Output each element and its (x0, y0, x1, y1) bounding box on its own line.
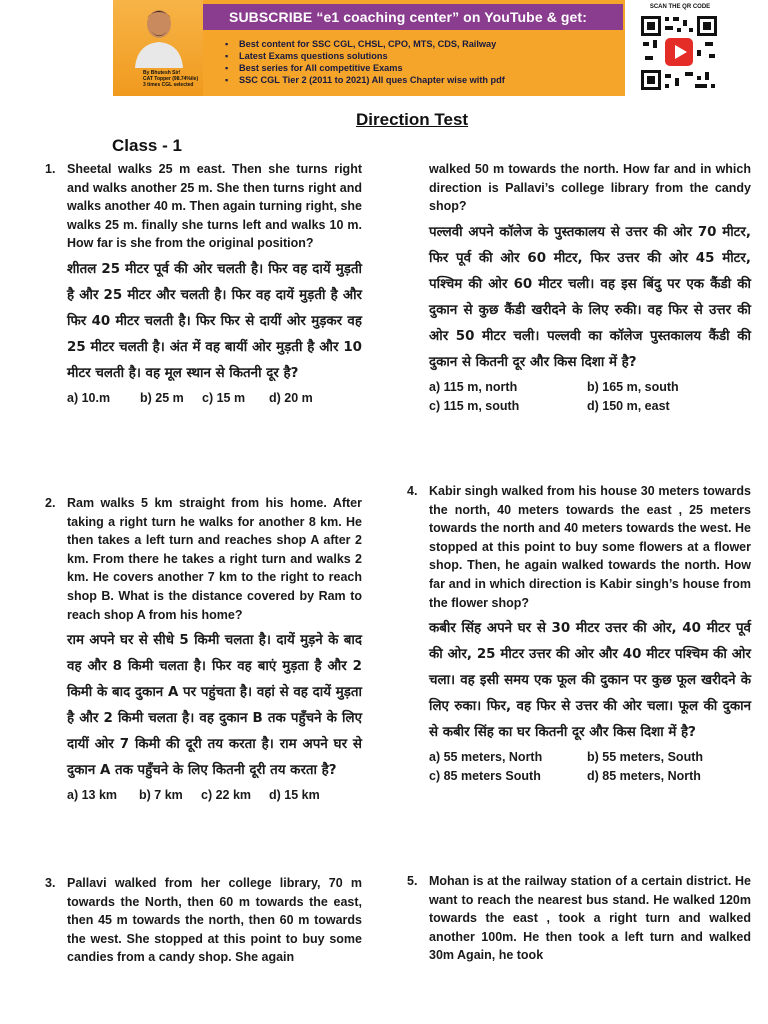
page-title: Direction Test (356, 110, 469, 129)
option-d[interactable]: d) 15 km (269, 788, 320, 803)
question-text-en: walked 50 m towards the north. How far and in which direction is Pallavi’s college library from the candy shop? (429, 162, 751, 214)
list-item: ▪ Best series for All competitive Exams (225, 62, 505, 74)
question-5 (407, 872, 751, 965)
author-caption: By Bhutesh Sir! CAT Topper (98.74%ile) 3 times CGL selected (143, 70, 199, 88)
option-c[interactable]: c) 15 m (202, 390, 246, 405)
option-b[interactable]: b) 7 km (139, 788, 183, 803)
question-text-hi: राम अपने घर से सीधे 5 किमी चलता है। दायें मुड़ने के बाद वह और 8 किमी चलता है। फिर वह बाएं मुड़ता है और 2 किमी के बाद दुकान A पर पहुंचता है। वहां से वह दायें मुड़ता है और 2 किमी चलता है। वह दुकान B तक पहुँचने के लिए दायीं ओर 7 किमी की दूरी तय करता है। राम अपने घर से दुकान A तक पहुँचने के लिए कितनी दूरी तय करता है? (67, 633, 362, 779)
options-row (429, 378, 751, 397)
option-a[interactable]: a) 13 km (67, 788, 118, 803)
question-text-hi: पल्लवी अपने कॉलेज के पुस्तकालय से उत्तर की ओर 70 मीटर, फिर पूर्व की ओर 60 मीटर, फिर उत्तर की ओर 45 मीटर, पश्चिम की ओर 60 मीटर चली। वह इस बिंदु पर एक कैंडी की दुकान से कुछ कैंडी खरीदने के लिए रुकी। वह फिर से उत्तर की ओर 50 मीटर चली। पल्लवी का कॉलेज पुस्तकालय कैंडी की दुकान से कितनी दूर और किस दिशा में है? (429, 224, 751, 370)
avatar (133, 4, 185, 68)
options-row (429, 767, 751, 786)
list-item: ▪ SSC CGL Tier 2 (2011 to 2021) All ques Chapter wise with pdf (225, 74, 505, 86)
right-column (407, 160, 751, 963)
option-a[interactable]: a) 55 meters, North (429, 750, 543, 765)
options-grid (429, 748, 751, 786)
question-number: 1. (45, 162, 56, 176)
question-text-hi: कबीर सिंह अपने घर से 30 मीटर उत्तर की ओर, 40 मीटर पूर्व की ओर, 25 मीटर उत्तर की ओर और 40 मीटर पश्चिम की ओर चला। वह इसी समय एक फूल की दुकान पर कुछ फूल खरीदने के लिए रुका। फिर, वह फिर से उत्तर की ओर चला। फूल की दुकान से कबीर सिंह का घर कितनी दूर और किस दिशा में है? (429, 621, 751, 741)
options-row (67, 389, 362, 408)
question-number: 5. (407, 874, 418, 888)
qr-code-icon[interactable] (639, 14, 719, 92)
question-text-en: Mohan is at the railway station of a certain district. He want to reach the nearest bus stand. He walked 120m towards the east , took a right turn and walked another 100m. He then took a left turn and walked 30m Again, he took (429, 874, 751, 963)
banner-content (203, 0, 623, 96)
question-3 (45, 874, 362, 967)
options-row (429, 397, 751, 416)
option-c[interactable]: c) 22 km (201, 788, 252, 803)
option-a[interactable]: a) 115 m, north (429, 379, 518, 394)
option-d[interactable]: d) 150 m, east (587, 398, 670, 413)
option-d[interactable]: d) 85 meters, North (587, 769, 701, 784)
question-4 (407, 482, 751, 786)
question-number: 4. (407, 484, 418, 498)
options-row (429, 748, 751, 767)
options-row (67, 786, 362, 805)
subscribe-heading[interactable]: SUBSCRIBE “e1 coaching center” on YouTube & get: (203, 4, 623, 30)
question-1 (45, 160, 362, 408)
list-item: ▪ Latest Exams questions solutions (225, 50, 505, 62)
question-text-en: Sheetal walks 25 m east. Then she turns right and walks another 25 m. She then turns right and walks another 40 m. Then again turning right, she walks 25 m. finally she turns left and walks 10 m. How far is she from the original position? (67, 162, 362, 251)
question-number: 3. (45, 876, 56, 890)
option-b[interactable]: b) 165 m, south (587, 379, 679, 394)
option-b[interactable]: b) 25 m (140, 390, 184, 405)
author-photo (113, 0, 203, 96)
question-number: 2. (45, 496, 56, 510)
options-grid (429, 378, 751, 416)
benefits-list (225, 38, 505, 86)
question-text-en: Pallavi walked from her college library, 70 m towards the North, then 60 m towards the east, then 45 m towards the north, then 60 m towards the west. She stopped at this point to buy some candies from a candy shop. She again (67, 876, 362, 965)
question-2 (45, 494, 362, 805)
question-3-continued (429, 160, 751, 416)
option-d[interactable]: d) 20 m (269, 390, 313, 405)
class-heading: Class - 1 (112, 136, 182, 155)
promo-banner (113, 0, 735, 96)
qr-section[interactable] (625, 0, 735, 96)
question-text-en: Ram walks 5 km straight from his home. After taking a right turn he walks for another 8 km. He then takes a left turn and reaches shop A after 2 km. From there he takes a right turn and walks 2 km. He covers another 7 km to the right to reach shop B. What is the distance covered by Ram to reach shop A from his home? (67, 496, 362, 622)
option-b[interactable]: b) 55 meters, South (587, 750, 703, 765)
option-a[interactable]: a) 10.m (67, 390, 111, 405)
option-c[interactable]: c) 85 meters South (429, 769, 541, 784)
qr-label: SCAN THE QR CODE (649, 4, 711, 10)
left-column (45, 160, 362, 965)
question-text-hi: शीतल 25 मीटर पूर्व की ओर चलती है। फिर वह दायें मुड़ती है और 25 मीटर और चलती है। फिर वह दायें मुड़ती है और फिर 40 मीटर चलती है। फिर फिर से दायीं ओर मुड़कर वह 25 मीटर चलती है। अंत में वह बायीं ओर मुड़ती है और 10 मीटर चलती है। वह मूल स्थान से कितनी दूर है? (67, 261, 362, 381)
option-c[interactable]: c) 115 m, south (429, 398, 520, 413)
question-text-en: Kabir singh walked from his house 30 meters towards the north, 40 meters towards the east , 25 meters towards the north and 40 meters towards the west. He stopped at this point to buy some flowers at a flower shop. Then, he again walked towards the north. How far and in which direction is Kabir singh’s house from the flower shop? (429, 484, 751, 610)
list-item: ▪ Best content for SSC CGL, CHSL, CPO, MTS, CDS, Railway (225, 38, 505, 50)
